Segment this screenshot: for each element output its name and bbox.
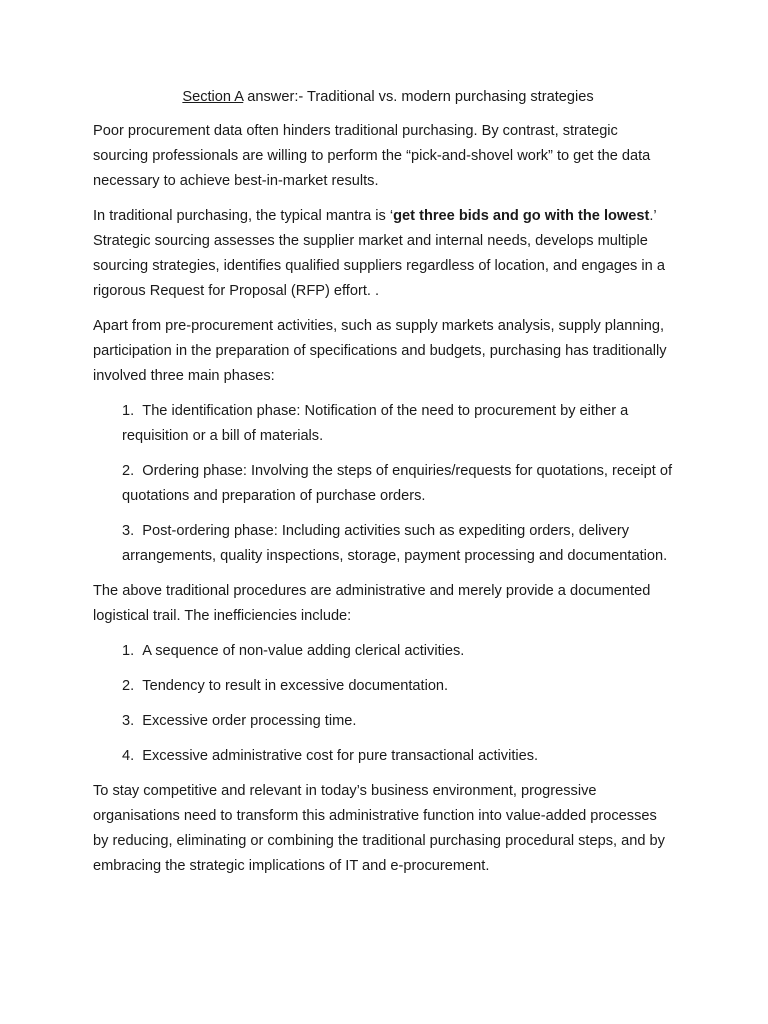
list-text: Tendency to result in excessive documentation.	[142, 678, 449, 694]
list-text: Excessive administrative cost for pure transactional activities.	[142, 748, 539, 764]
mantra-rest-text: .’ Strategic sourcing assesses the supplier market and internal needs, develops multiple sourcing strategies, identifies qualified suppliers regardless of location, and engages in a rigorous Request for Proposal (RFP) effort. .	[93, 208, 665, 299]
paragraph-intro: Poor procurement data often hinders traditional purchasing. By contrast, strategic sourcing professionals are willing to perform the “pick-and-shovel work” to get the data necessary to achieve best-in-market results.	[93, 123, 651, 189]
section-title-text: answer:- Traditional vs. modern purchasing strategies	[243, 89, 594, 105]
list-text: The identification phase: Notification of the need to procurement by either a requisition or a bill of materials.	[122, 403, 629, 444]
list-item	[122, 459, 673, 509]
paragraph-mantra	[93, 204, 673, 304]
list-item	[122, 519, 673, 569]
list-text: Ordering phase: Involving the steps of enquiries/requests for quotations, receipt of quotations and preparation of purchase orders.	[122, 463, 673, 504]
paragraph-phases-intro: Apart from pre-procurement activities, such as supply markets analysis, supply planning, participation in the preparation of specifications and budgets, purchasing has traditionally involved three main phases:	[93, 318, 667, 384]
list-number: 1.	[122, 403, 135, 419]
phases-list	[93, 399, 673, 569]
list-item	[122, 709, 673, 734]
mantra-bold-text: get three bids and go with the lowest	[393, 208, 650, 224]
list-text: Excessive order processing time.	[142, 713, 357, 729]
list-item	[122, 744, 673, 769]
list-number: 3.	[122, 523, 135, 539]
list-number: 1.	[122, 643, 135, 659]
list-item	[122, 399, 673, 449]
list-number: 2.	[122, 678, 135, 694]
list-item	[122, 639, 673, 664]
paragraph-inefficiencies-intro: The above traditional procedures are administrative and merely provide a documented logistical trail. The inefficiencies include:	[93, 583, 651, 624]
mantra-lead-text: In traditional purchasing, the typical mantra is ‘	[93, 208, 394, 224]
inefficiencies-list	[93, 639, 673, 769]
list-number: 3.	[122, 713, 135, 729]
section-label: Section A	[182, 89, 244, 105]
list-number: 4.	[122, 748, 135, 764]
list-text: A sequence of non-value adding clerical activities.	[142, 643, 465, 659]
document-body	[93, 85, 673, 889]
paragraph-conclusion: To stay competitive and relevant in today’s business environment, progressive organisations need to transform this administrative function into value-added processes by reducing, eliminating or combining the traditional purchasing procedural steps, and by embracing the strategic implications of IT and e-procurement.	[93, 783, 665, 874]
list-number: 2.	[122, 463, 135, 479]
list-item	[122, 674, 673, 699]
list-text: Post-ordering phase: Including activities such as expediting orders, delivery arrangements, quality inspections, storage, payment processing and documentation.	[122, 523, 668, 564]
section-title	[93, 85, 673, 110]
